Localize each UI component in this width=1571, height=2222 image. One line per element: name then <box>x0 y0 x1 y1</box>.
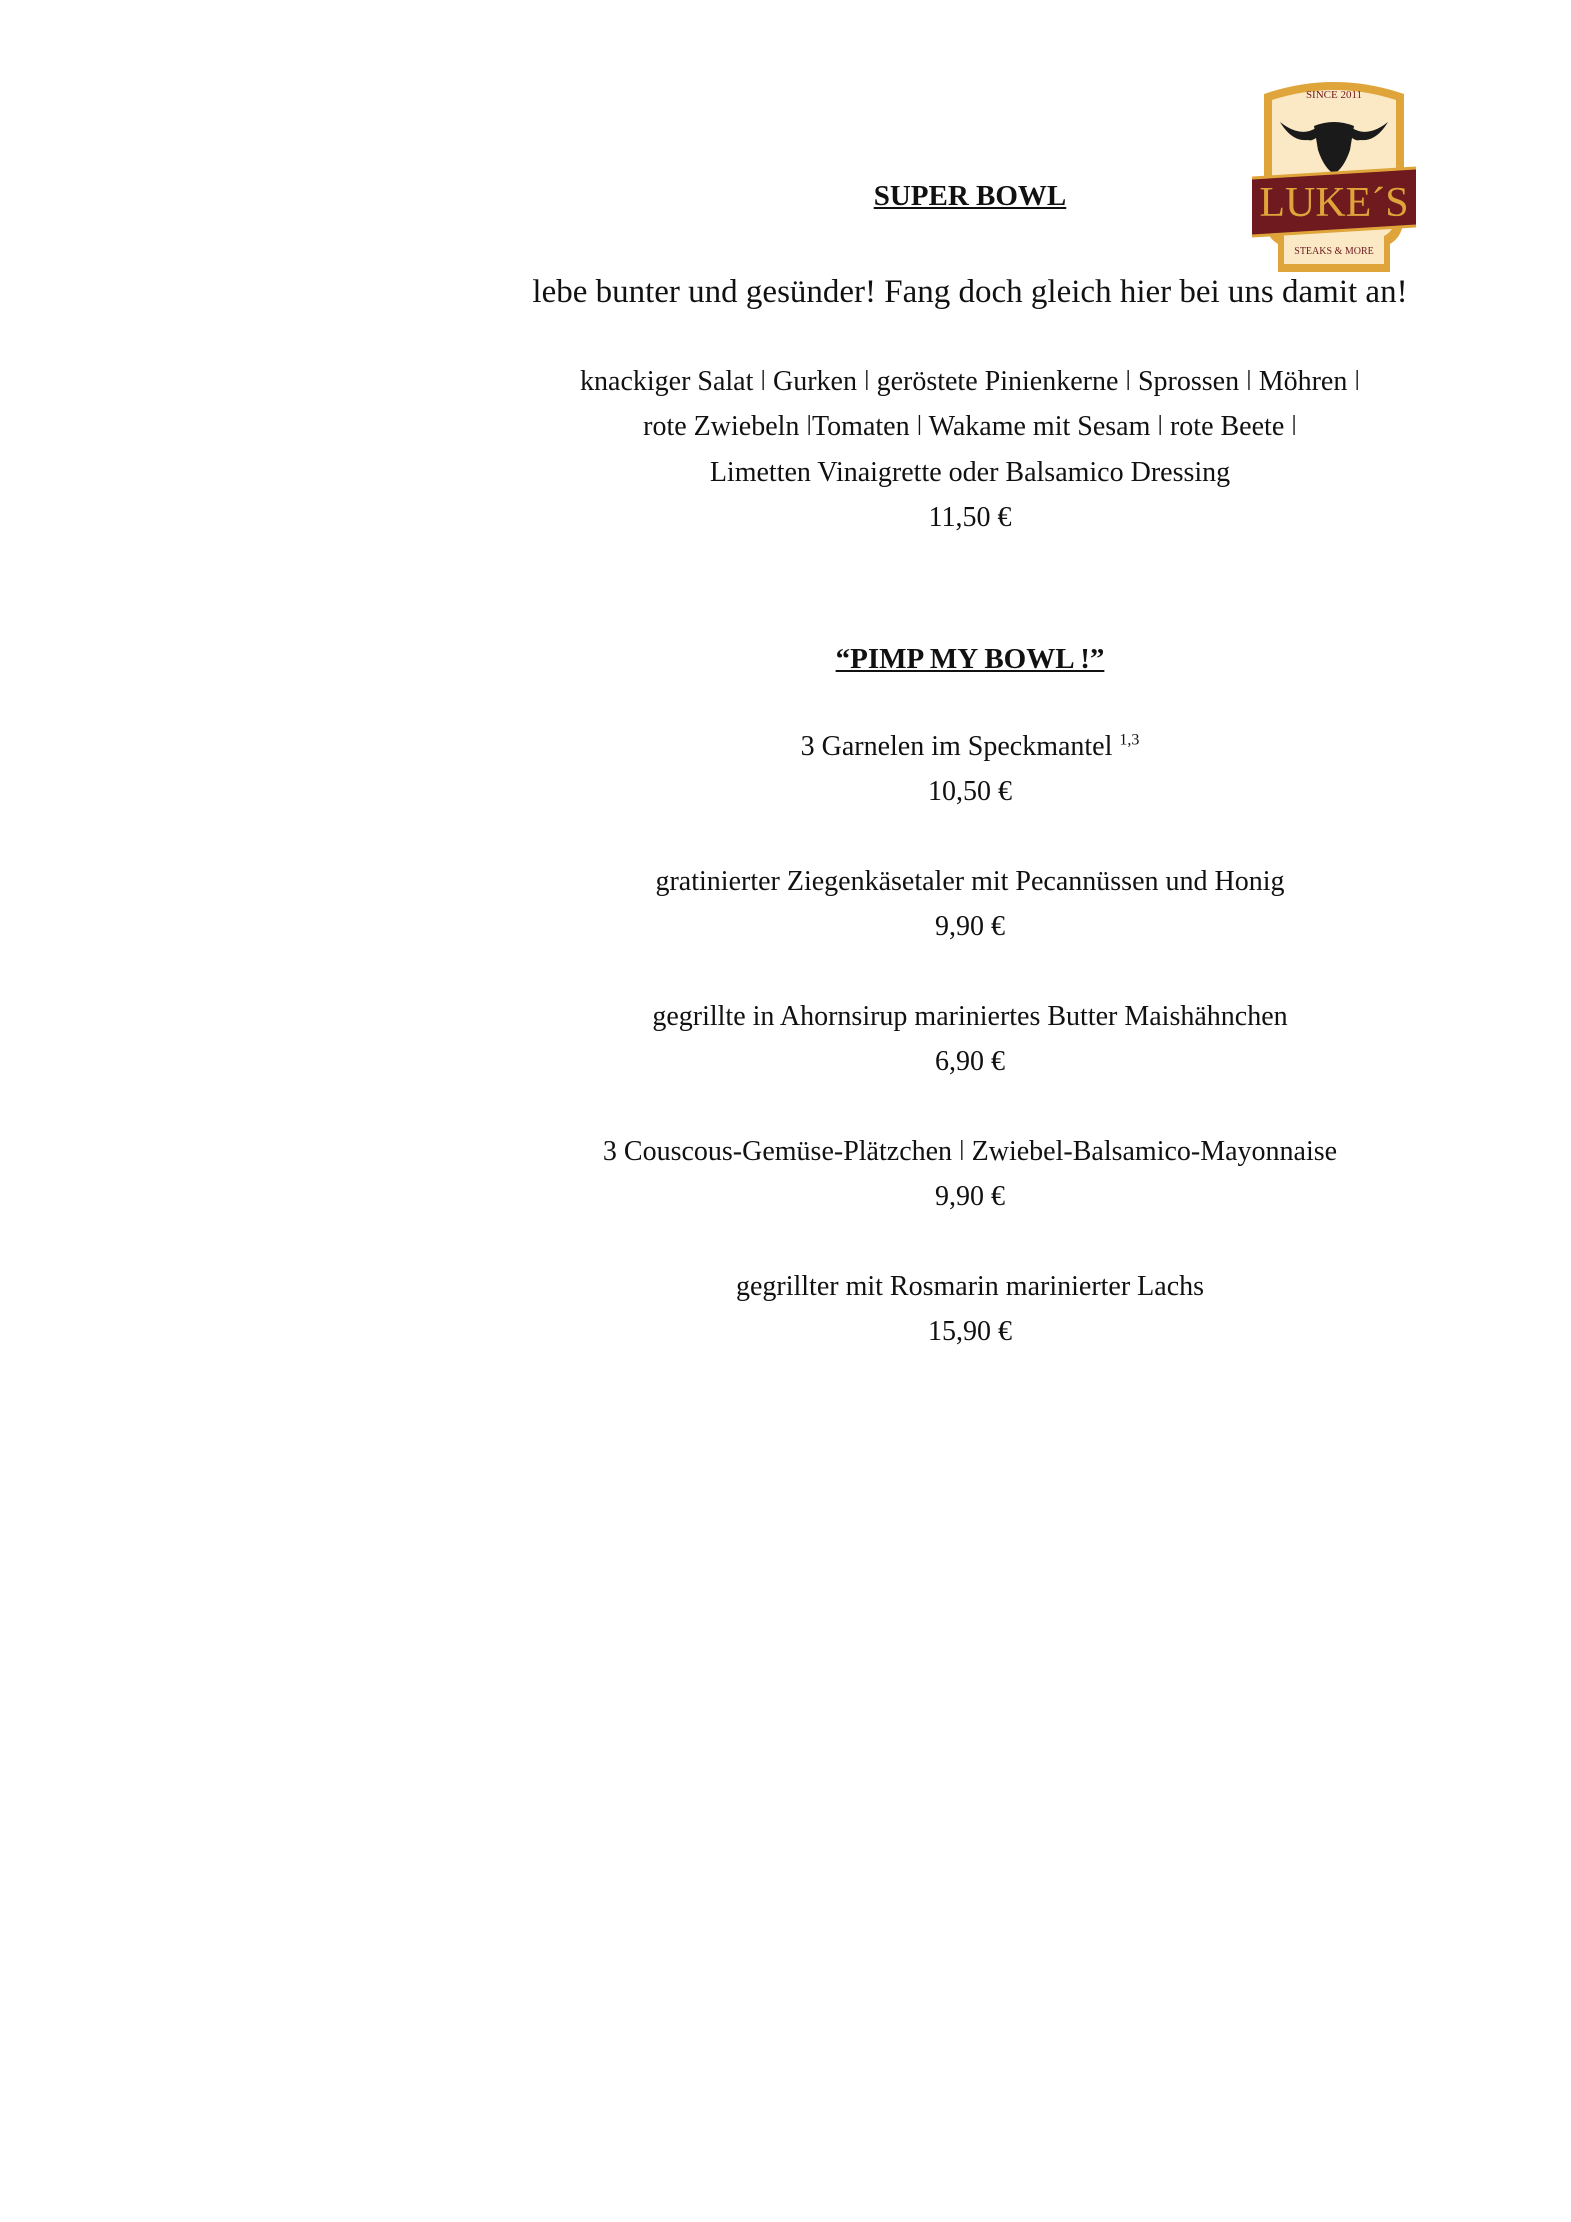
item-name-1 <box>490 731 1450 763</box>
item-name-1-text: 3 Garnelen im Speckmantel <box>800 731 1120 762</box>
item-name-2: gratinierter Ziegenkäsetaler mit Pecannüssen und Honig <box>655 866 1285 897</box>
logo-name: LUKE´S <box>1259 180 1409 226</box>
logo-since: SINCE 2011 <box>1305 89 1363 101</box>
superbowl-slogan: lebe bunter und gesünder! Fang doch gleich hier bei uns damit an! <box>532 274 1408 310</box>
item-name-3: gegrillte in Ahornsirup mariniertes Butter Maishähnchen <box>652 1001 1288 1032</box>
allergen-note: 1,3 <box>1119 731 1140 749</box>
pimp-title: “PIMP MY BOWL !” <box>835 643 1105 675</box>
item-price-3: 6,90 € <box>935 1046 1005 1077</box>
ingredient-line-1: knackiger Salat ǀ Gurken ǀ geröstete Pinienkerne ǀ Sprossen ǀ Möhren ǀ <box>580 366 1360 397</box>
item-price-1: 10,50 € <box>928 776 1012 807</box>
superbowl-title: SUPER BOWL <box>873 180 1067 212</box>
lukes-logo <box>1250 76 1418 274</box>
item-name-5: gegrillter mit Rosmarin marinierter Lachs <box>735 1271 1205 1302</box>
item-name-4: 3 Couscous-Gemüse-Plätzchen ǀ Zwiebel-Balsamico-Mayonnaise <box>602 1136 1338 1167</box>
logo-badge <box>1250 76 1418 274</box>
item-price-4: 9,90 € <box>935 1181 1005 1212</box>
superbowl-price: 11,50 € <box>928 502 1012 533</box>
item-price-5: 15,90 € <box>928 1316 1012 1347</box>
ingredient-line-3: Limetten Vinaigrette oder Balsamico Dressing <box>709 457 1231 488</box>
item-price-2: 9,90 € <box>935 911 1005 942</box>
logo-tagline: STEAKS & MORE <box>1294 246 1374 257</box>
ingredient-line-2: rote Zwiebeln ǀTomaten ǀ Wakame mit Sesam ǀ rote Beete ǀ <box>643 411 1297 442</box>
